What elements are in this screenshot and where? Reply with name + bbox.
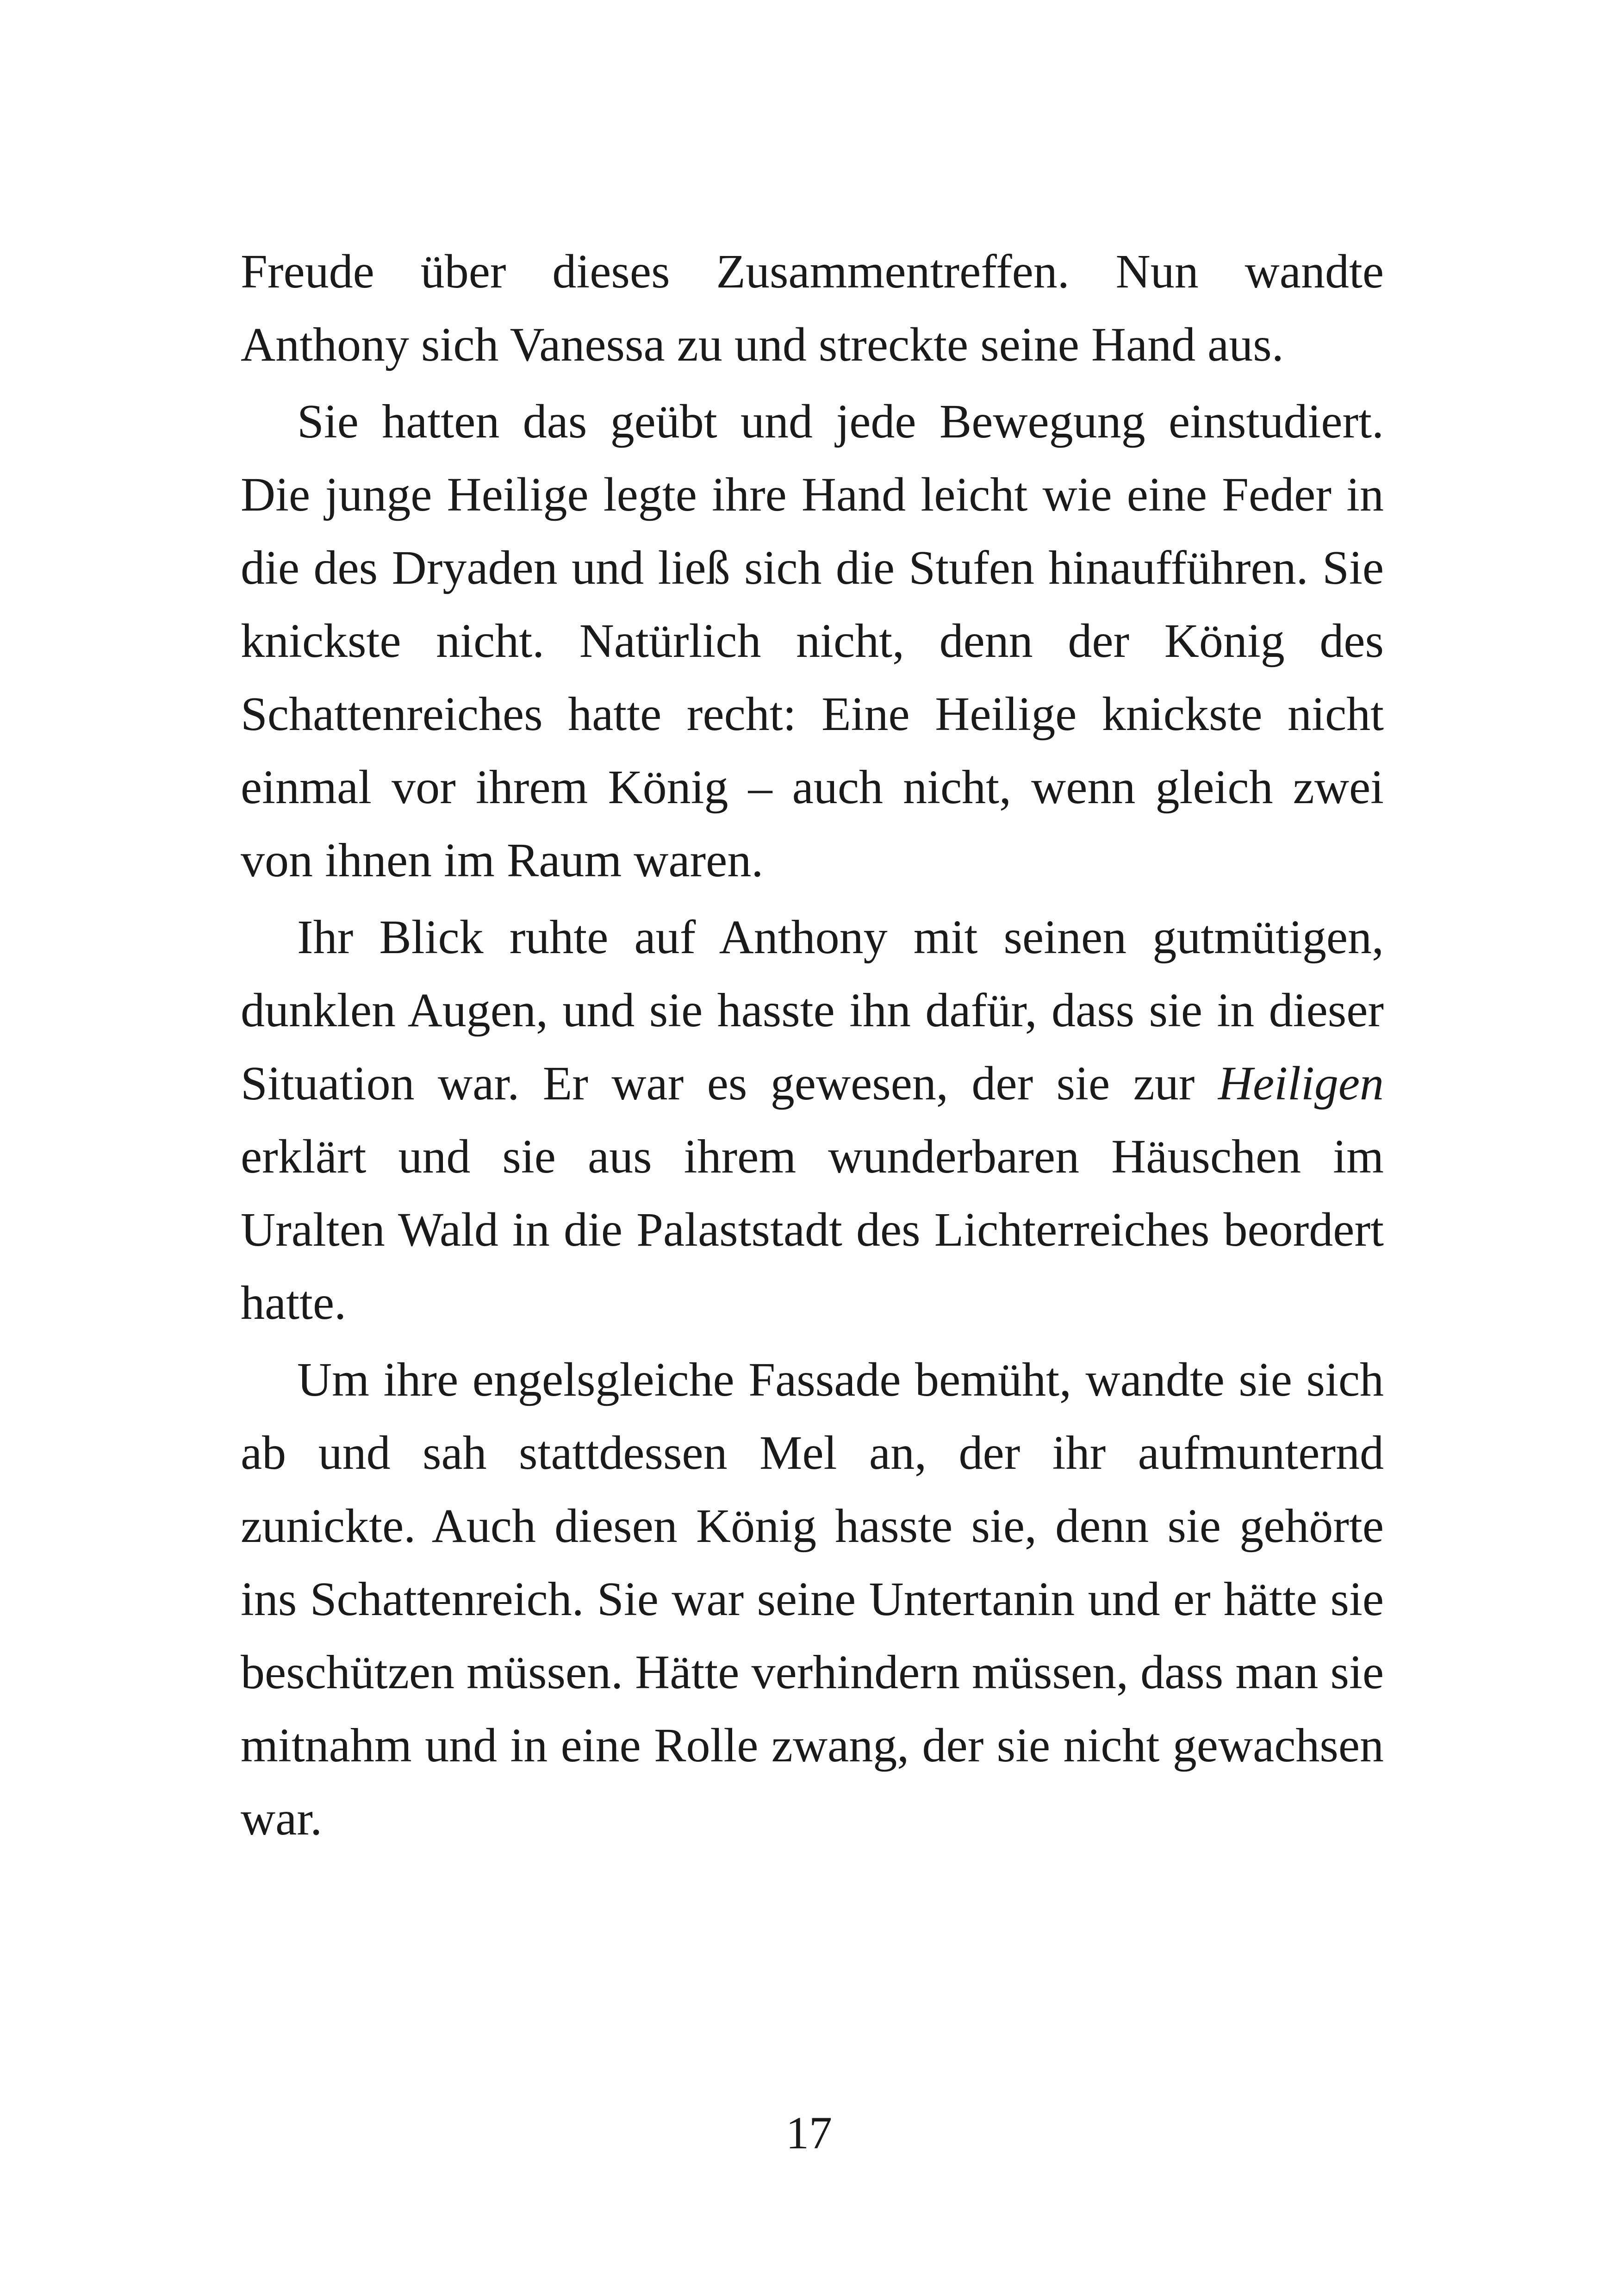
paragraph-2 [241, 385, 1384, 897]
body-text [241, 235, 1384, 1855]
page-number: 17 [786, 2107, 832, 2159]
paragraph-3-text-end: erklärt und sie aus ihrem wunderbaren Häuschen im Uralten Wald in die Palaststadt des Lichterreiches beordert hatte. [241, 1130, 1384, 1329]
paragraph-1-text: Freude über dieses Zusammentreffen. Nun wandte Anthony sich Vanessa zu und streckte seine Hand aus. [241, 245, 1384, 371]
paragraph-4-text: Um ihre engelsgleiche Fassade bemüht, wandte sie sich ab und sah stattdessen Mel an, der ihr aufmunternd zunickte. Auch diesen König hasste sie, denn sie gehörte ins Schattenreich. Sie war seine Untertanin und er hätte sie beschützen müssen. Hätte verhindern müssen, dass man sie mitnahm und in eine Rolle zwang, der sie nicht gewachsen war. [241, 1353, 1384, 1845]
paragraph-2-text: Sie hatten das geübt und jede Bewegung einstudiert. Die junge Heilige legte ihre Hand leicht wie eine Feder in die des Dryaden und ließ sich die Stufen hinaufführen. Sie knickste nicht. Natürlich nicht, denn der König des Schattenreiches hatte recht: Eine Heilige knickste nicht einmal vor ihrem König – auch nicht, wenn gleich zwei von ihnen im Raum waren. [241, 395, 1384, 887]
paragraph-3-text-start: Ihr Blick ruhte auf Anthony mit seinen gutmütigen, dunklen Augen, und sie hasste ihn dafür, dass sie in dieser Situation war. Er war es gewesen, der sie zur [241, 911, 1384, 1110]
paragraph-3 [241, 901, 1384, 1340]
paragraph-3-italic-word: Heiligen [1218, 1057, 1384, 1110]
paragraph-4 [241, 1343, 1384, 1855]
paragraph-1 [241, 235, 1384, 381]
